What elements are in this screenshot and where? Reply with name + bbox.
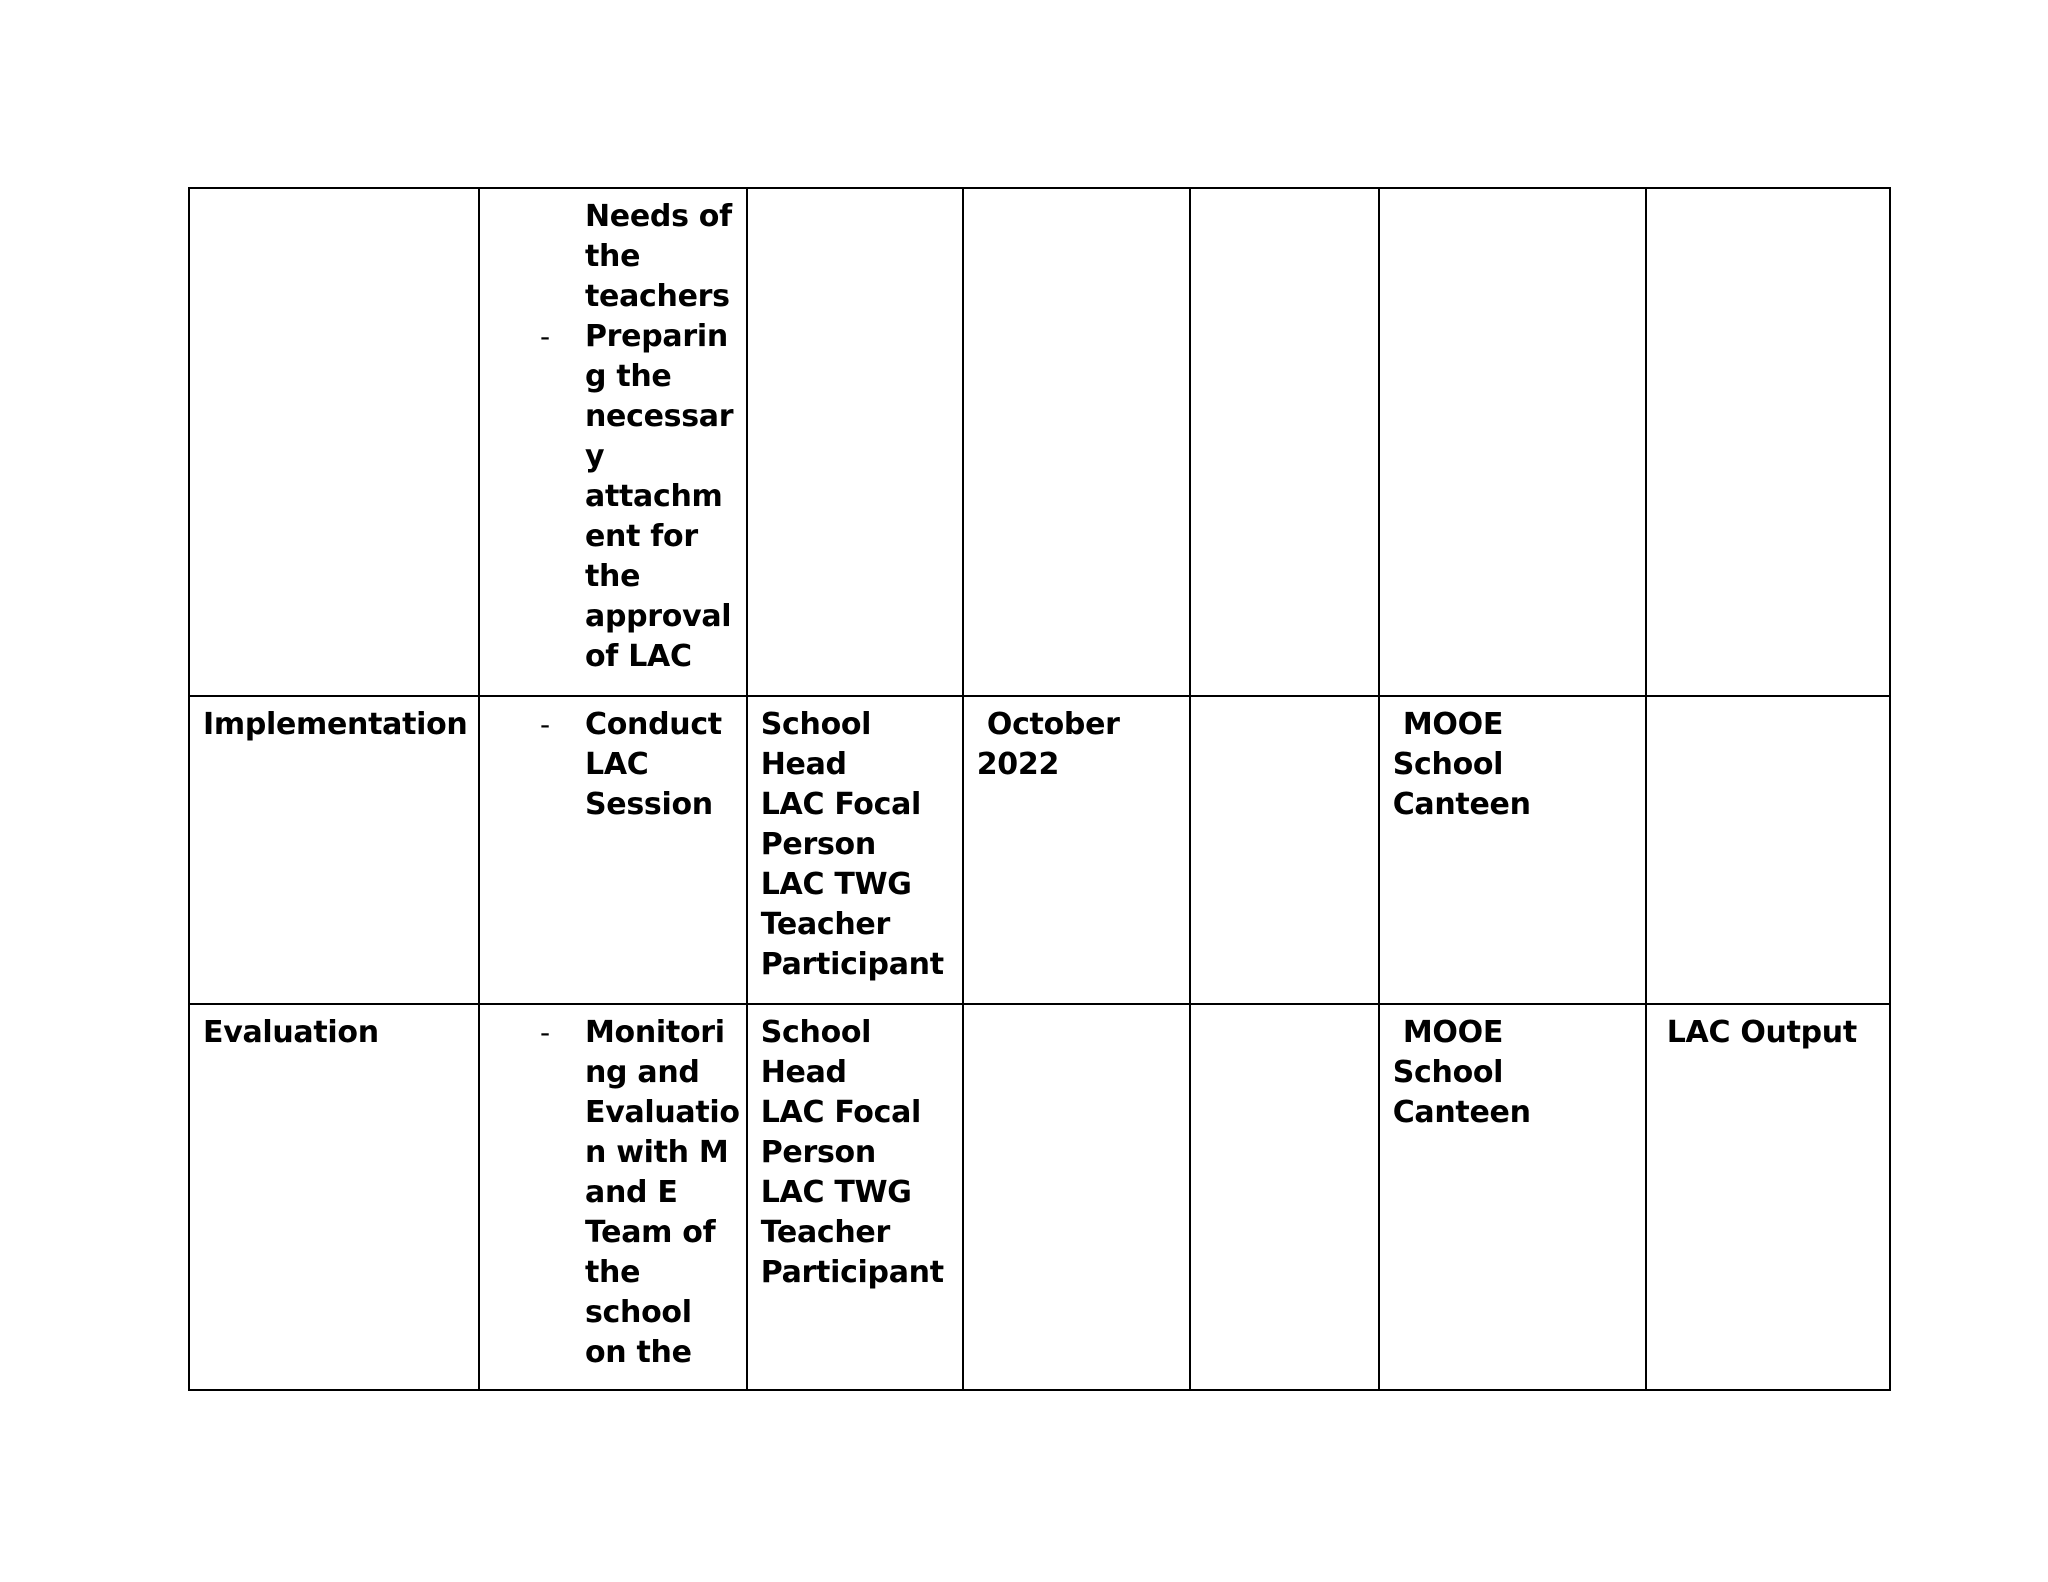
activity-item [480, 697, 746, 825]
activity-line: the [585, 1255, 641, 1290]
timeline-cell [963, 696, 1190, 1004]
person-line: Participant [760, 1255, 944, 1290]
person-line: LAC Focal [760, 1095, 922, 1130]
phase-cell [189, 1004, 479, 1390]
timeline-line: 2022 [976, 747, 1060, 782]
output-cell [1646, 188, 1890, 696]
person-line: Head [760, 1055, 847, 1090]
phase-text: Evaluation [203, 1015, 379, 1050]
person-line: Teacher [760, 1215, 890, 1250]
activity-line: Evaluatio [585, 1095, 740, 1130]
activity-line: school [585, 1295, 692, 1330]
output-line: LAC Output [1666, 1015, 1857, 1050]
persons-cell [747, 188, 963, 696]
resource-line: MOOE [1392, 707, 1504, 742]
output-text [1647, 1005, 1889, 1053]
resource-line: School [1392, 747, 1504, 782]
activity-line: teachers [585, 279, 730, 314]
resources-cell [1379, 1004, 1646, 1390]
activity-line: attachm [585, 479, 723, 514]
bullet-dash: - [540, 320, 550, 353]
table-row [189, 188, 1890, 696]
activity-line: ent for [585, 519, 698, 554]
activity-line: approval [585, 599, 732, 634]
timeline-text [964, 697, 1189, 785]
activity-line: Conduct [585, 707, 722, 742]
activity-line: n with M [585, 1135, 729, 1170]
resource-line: MOOE [1392, 1015, 1504, 1050]
phase-text [190, 189, 478, 197]
person-line: School [760, 707, 872, 742]
activity-line: of LAC [585, 639, 692, 674]
timeline-cell [963, 1004, 1190, 1390]
timeline-line: October [976, 707, 1120, 742]
person-line: LAC TWG [760, 867, 912, 902]
activity-line: y [585, 439, 605, 474]
persons-cell [747, 696, 963, 1004]
output-cell [1646, 696, 1890, 1004]
blank-cell [1190, 1004, 1379, 1390]
table-row [189, 1004, 1890, 1390]
person-line: LAC TWG [760, 1175, 912, 1210]
person-line: Person [760, 1135, 876, 1170]
resources-list [1380, 1005, 1645, 1133]
activity-item [480, 1005, 746, 1373]
activities-cell [479, 696, 747, 1004]
activity-line: the [585, 559, 641, 594]
resources-cell [1379, 188, 1646, 696]
activities-cell [479, 188, 747, 696]
person-line: LAC Focal [760, 787, 922, 822]
person-line: Teacher [760, 907, 890, 942]
activity-item [480, 317, 746, 677]
person-line: School [760, 1015, 872, 1050]
phase-text: Implementation [203, 707, 468, 742]
activity-line: Team of [585, 1215, 716, 1250]
phase-cell [189, 188, 479, 696]
resources-cell [1379, 696, 1646, 1004]
activity-line: ng and [585, 1055, 700, 1090]
activities-cell [479, 1004, 747, 1390]
activity-line: Preparin [585, 319, 728, 354]
activity-line: g the [585, 359, 672, 394]
activity-line: LAC [585, 747, 649, 782]
resource-line: Canteen [1392, 1095, 1531, 1130]
phase-cell [189, 696, 479, 1004]
activity-line: Needs of [585, 199, 732, 234]
timeline-cell [963, 188, 1190, 696]
activity-line: the [585, 239, 641, 274]
persons-list [748, 1005, 962, 1293]
person-line: Person [760, 827, 876, 862]
bullet-dash: - [540, 708, 550, 741]
blank-cell [1190, 696, 1379, 1004]
resources-list [1380, 697, 1645, 825]
activity-line: necessar [585, 399, 734, 434]
persons-cell [747, 1004, 963, 1390]
activity-line: on the [585, 1335, 692, 1370]
resource-line: Canteen [1392, 787, 1531, 822]
person-line: Participant [760, 947, 944, 982]
output-cell [1646, 1004, 1890, 1390]
blank-cell [1190, 188, 1379, 696]
activity-line: Session [585, 787, 713, 822]
resource-line: School [1392, 1055, 1504, 1090]
activity-line: Monitori [585, 1015, 725, 1050]
activity-item [480, 189, 746, 317]
activity-line: and E [585, 1175, 678, 1210]
lac-plan-table [188, 187, 1891, 1391]
person-line: Head [760, 747, 847, 782]
bullet-dash: - [540, 1016, 550, 1049]
persons-list [748, 697, 962, 985]
table-row [189, 696, 1890, 1004]
